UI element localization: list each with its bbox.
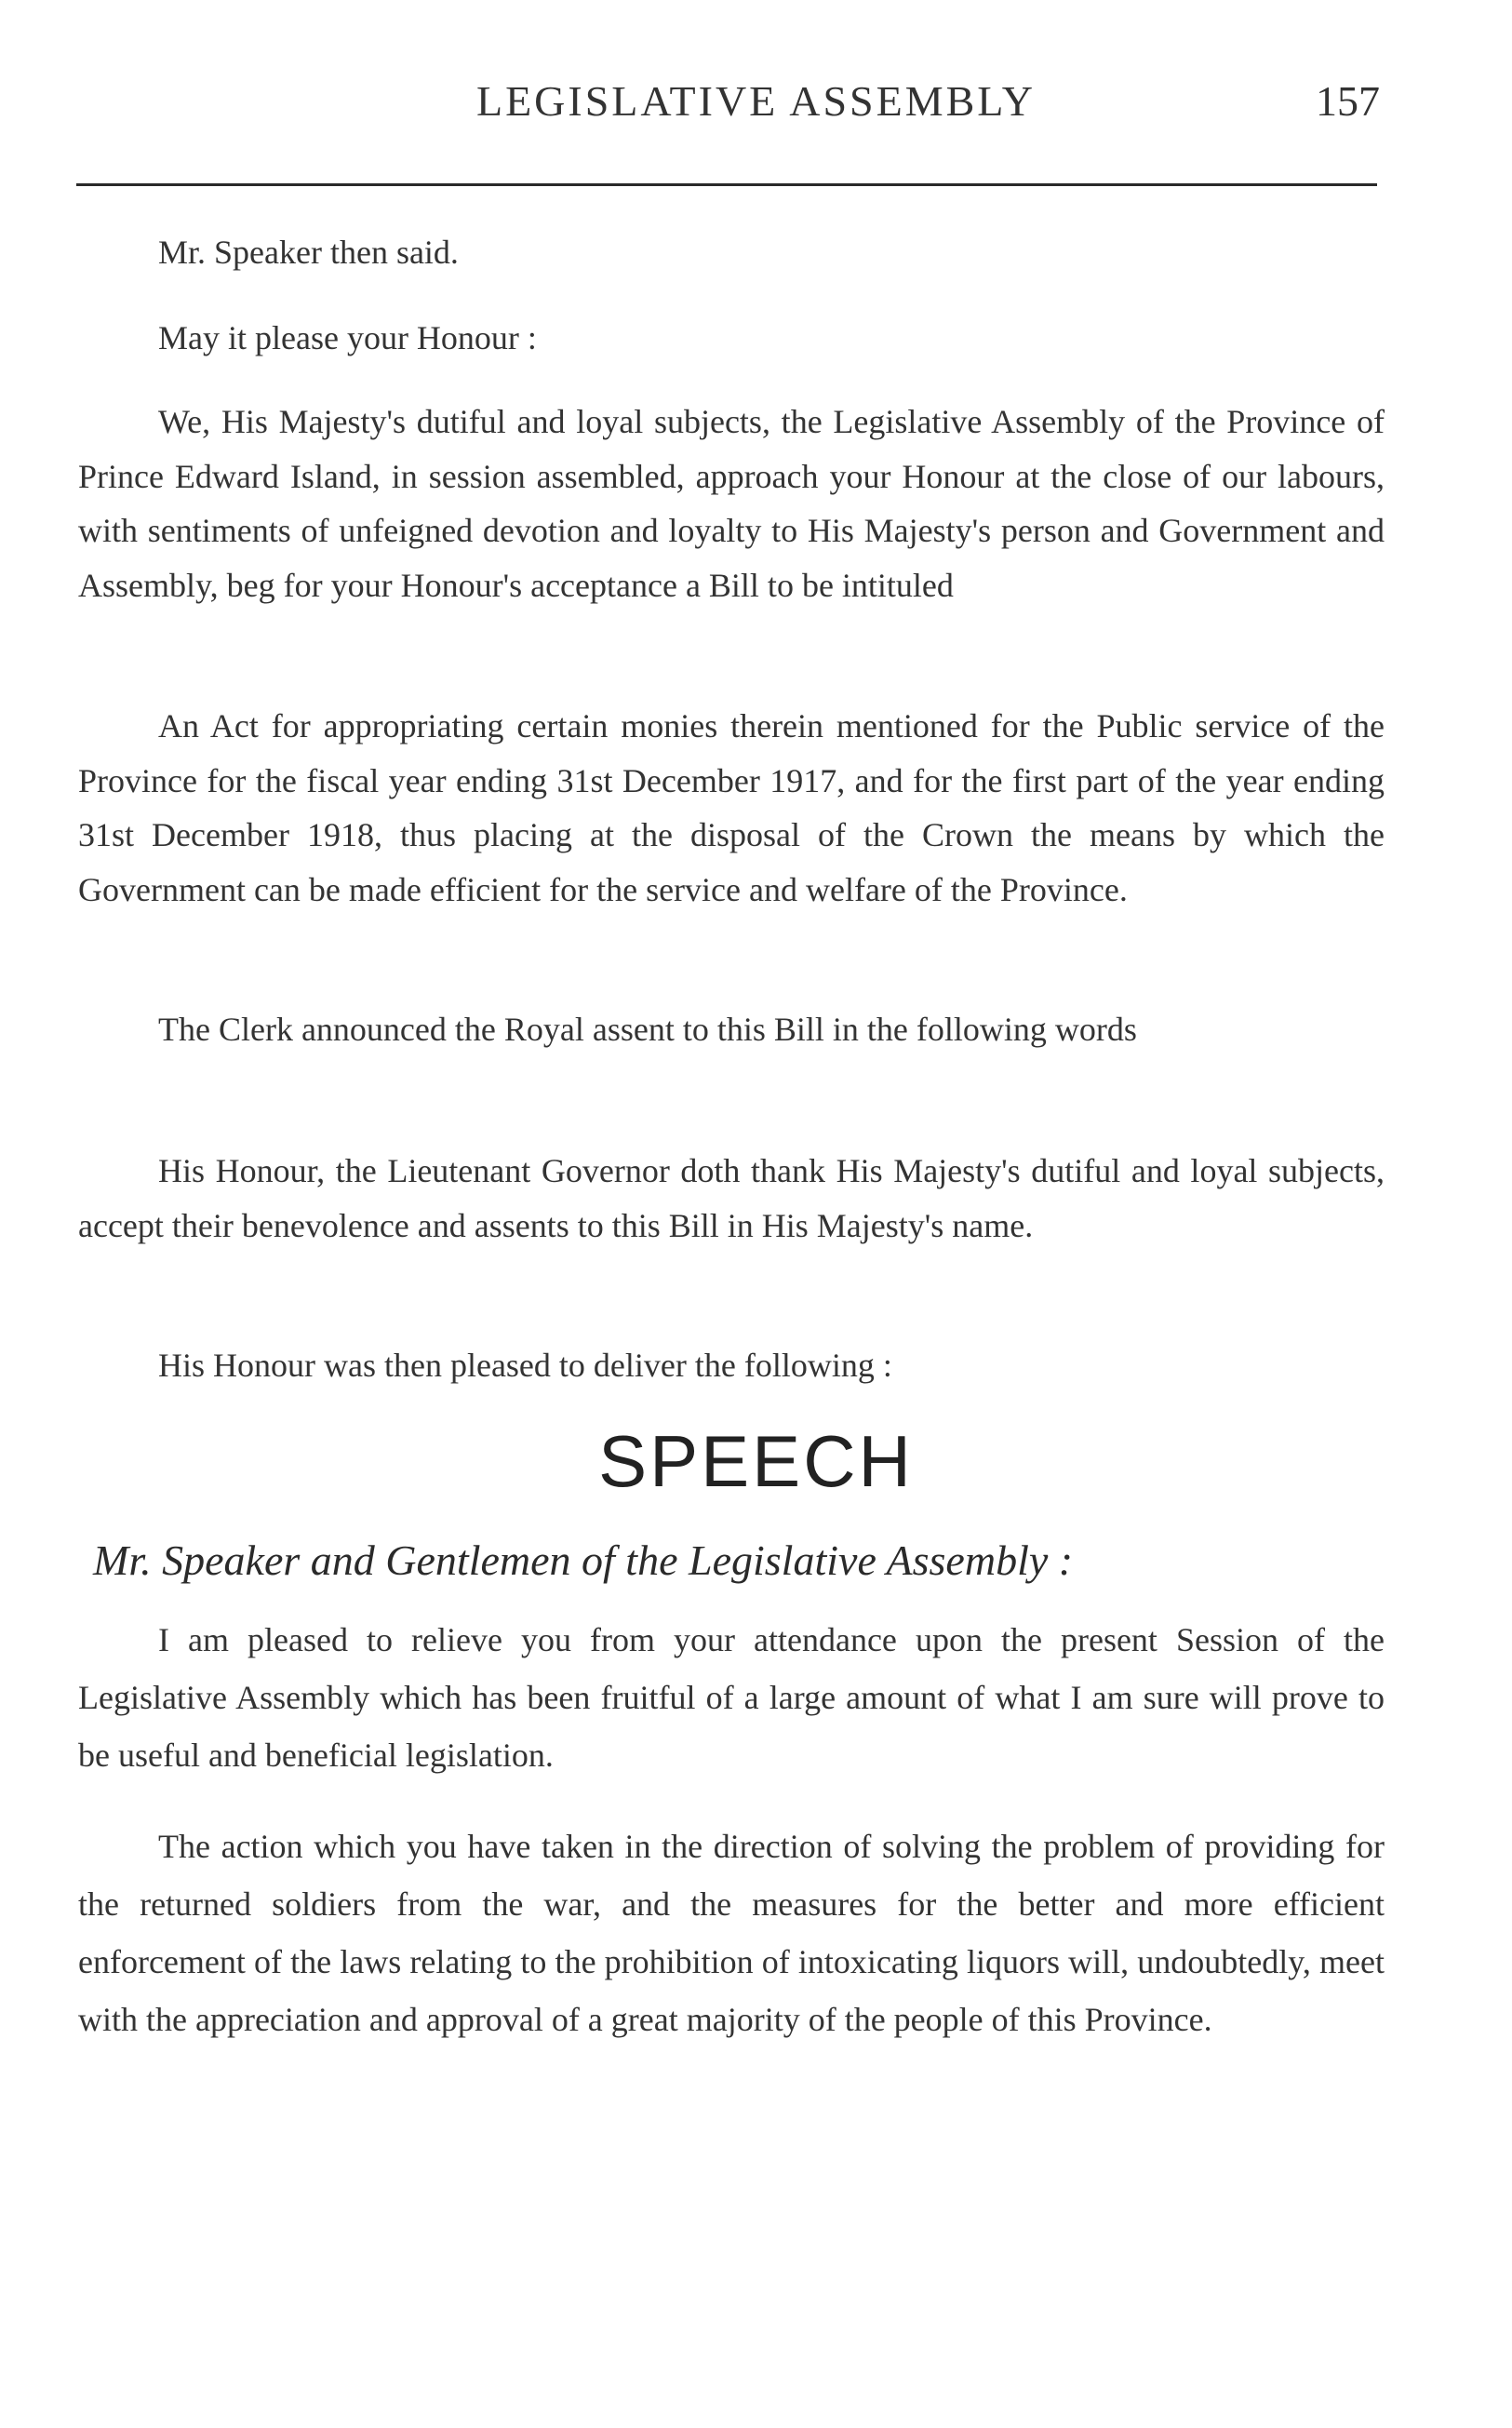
header-divider — [76, 183, 1377, 186]
running-header-title: LEGISLATIVE ASSEMBLY — [475, 77, 1037, 125]
paragraph-loyal-subjects: We, His Majesty's dutiful and loyal subjects, the Legislative Assembly of the Province of Prince Edward Island, in session assembled, approach your Honour at the close of our labours, with sentiments of unfeigned devotion and loyalty to His Majesty's person and Government and Assembly, beg for your Honour's acceptance a Bill to be intituled — [78, 403, 1385, 604]
paragraph-address: May it please your Honour : — [158, 319, 537, 356]
paragraph-deliver-speech: His Honour was then pleased to deliver the following : — [158, 1347, 892, 1384]
page-number: 157 — [1316, 77, 1380, 125]
paragraph-speaker-said: Mr. Speaker then said. — [158, 234, 459, 271]
paragraph-appropriation-act: An Act for appropriating certain monies therein mentioned for the Public service of the Province for the fiscal year ending 31st December 1917, and for the first part of the year ending 31st December 1918, thus placing at the disposal of the Crown the means by which the Government can be made efficient for the service and welfare of the Province. — [78, 707, 1385, 908]
paragraph-lieutenant-governor: His Honour, the Lieutenant Governor doth thank His Majesty's dutiful and loyal subjects, accept their benevolence and assents to this Bill in His Majesty's name. — [78, 1152, 1385, 1244]
speech-heading: SPEECH — [598, 1420, 914, 1502]
paragraph-royal-assent: The Clerk announced the Royal assent to this Bill in the following words — [158, 1011, 1137, 1048]
speech-salutation: Mr. Speaker and Gentlemen of the Legislative Assembly : — [93, 1536, 1074, 1584]
speech-paragraph-soldiers: The action which you have taken in the direction of solving the problem of providing for the returned soldiers from the war, and the measures for the better and more efficient enforcement of the laws relating to the prohibition of intoxicating liquors will, undoubtedly, meet with the appreciation and approval of a great majority of the people of this Province. — [78, 1828, 1385, 2038]
speech-paragraph-session: I am pleased to relieve you from your attendance upon the present Session of the Legislative Assembly which has been fruitful of a large amount of what I am sure will prove to be useful and beneficial legislation. — [78, 1621, 1385, 1774]
